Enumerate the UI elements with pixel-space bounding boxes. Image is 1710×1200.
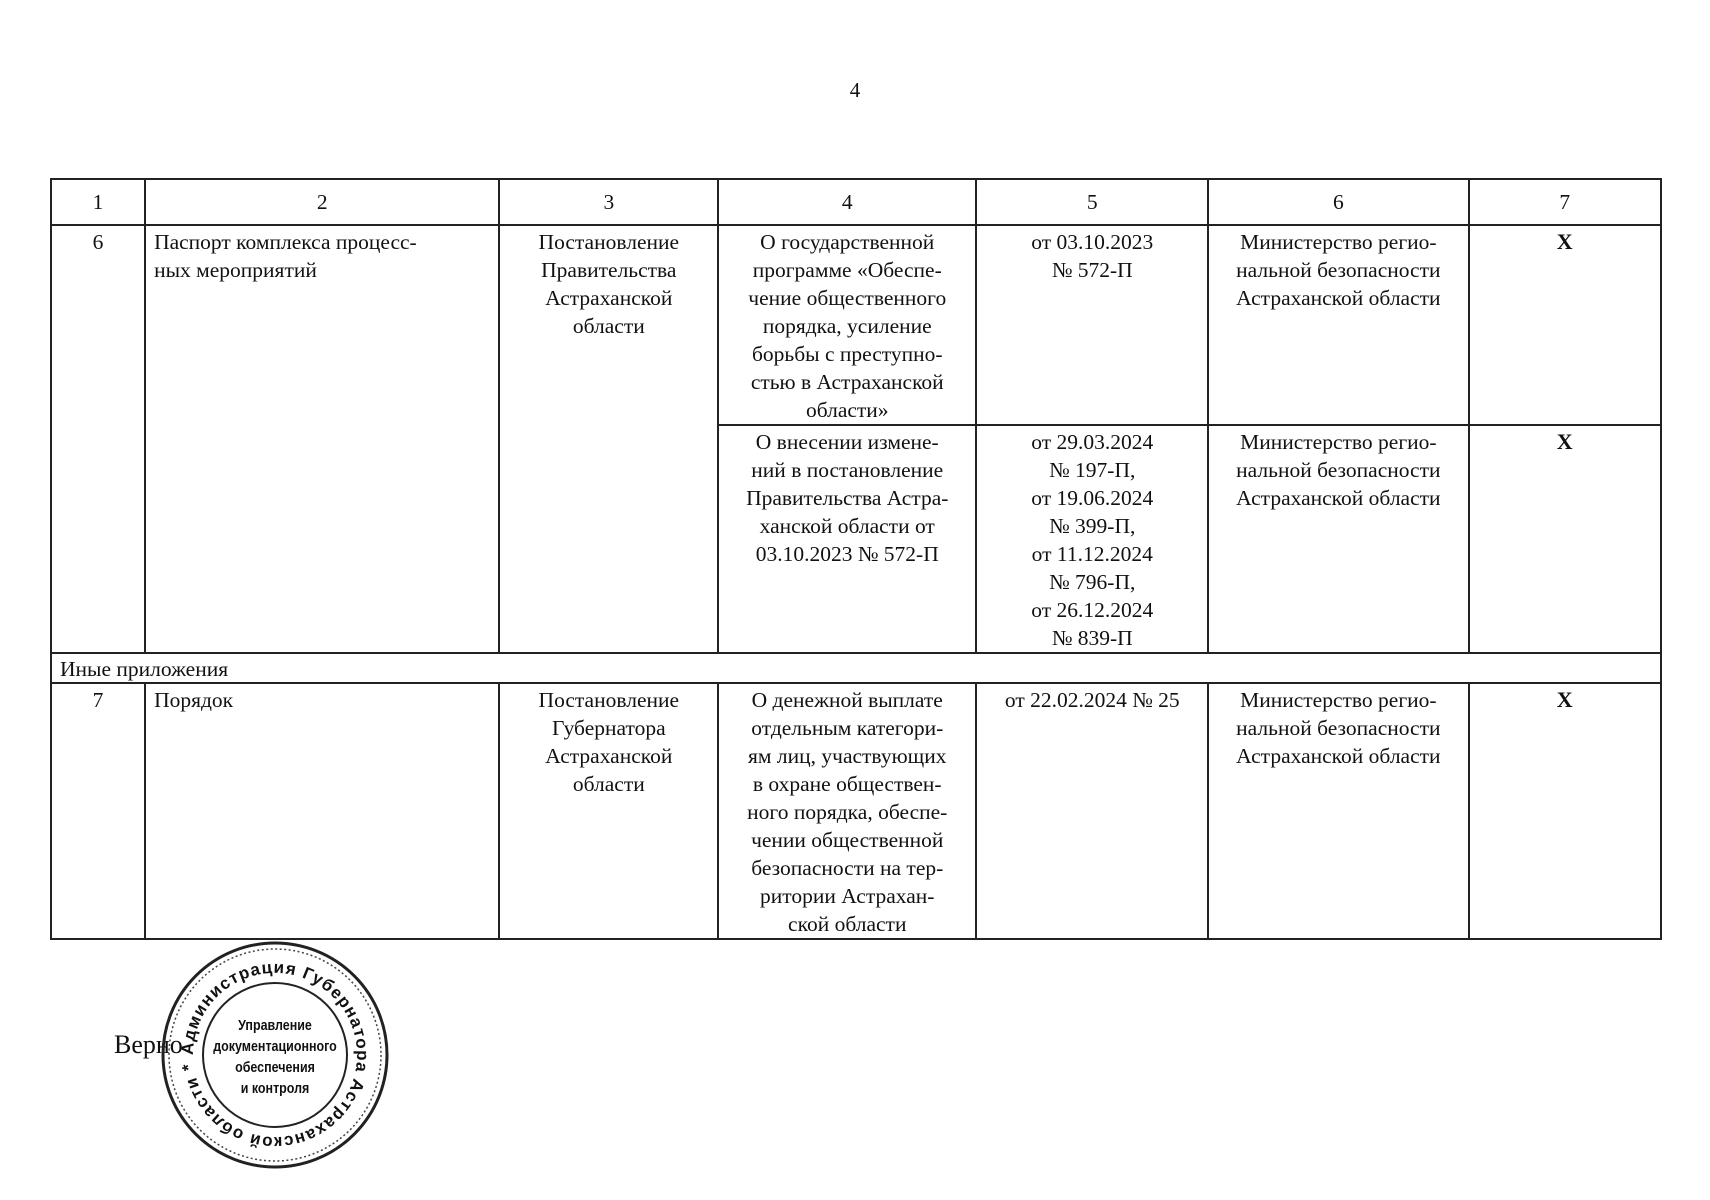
documents-table <box>50 178 1662 940</box>
header-cell: 4 <box>718 179 976 225</box>
act-date-number: от 03.10.2023 № 572-П <box>976 225 1208 425</box>
mark-x: Х <box>1469 225 1662 425</box>
header-cell: 7 <box>1469 179 1662 225</box>
page-number: 4 <box>849 78 861 102</box>
header-cell: 1 <box>51 179 145 225</box>
header-cell: 3 <box>499 179 718 225</box>
act-date-number: от 29.03.2024 № 197-П, от 19.06.2024 № 399-П, от 11.12.2024 № 796-П, от 26.12.2024 № 839-П <box>976 425 1208 653</box>
act-title: О государственной программе «Обеспе- чение общественного порядка, усиление борьбы с преступно- стью в Астраханской области» <box>718 225 976 425</box>
act-type: Постановление Правительства Астраханской области <box>499 225 718 653</box>
header-cell: 2 <box>145 179 499 225</box>
document-name: Паспорт комплекса процесс- ных мероприятий <box>145 225 499 653</box>
act-title: О денежной выплате отдельным категори- ям лиц, участвующих в охране обществен- ного порядка, обеспе- чении общественной безопасности на тер- ритории Астрахан- ской области <box>718 683 976 939</box>
executor: Министерство регио- нальной безопасности Астраханской области <box>1208 683 1468 939</box>
executor: Министерство регио- нальной безопасности Астраханской области <box>1208 425 1468 653</box>
section-title: Иные приложения <box>51 653 1661 683</box>
table-row <box>51 683 1661 939</box>
mark-x: Х <box>1469 683 1662 939</box>
header-cell: 5 <box>976 179 1208 225</box>
executor: Министерство регио- нальной безопасности Астраханской области <box>1208 225 1468 425</box>
act-type: Постановление Губернатора Астраханской области <box>499 683 718 939</box>
row-number: 7 <box>51 683 145 939</box>
document-name: Порядок <box>145 683 499 939</box>
act-date-number: от 22.02.2024 № 25 <box>976 683 1208 939</box>
seal-ring-text-path: Администрация Губернатора Астраханской области * <box>177 957 373 1153</box>
verno-label: Верно <box>114 1030 183 1059</box>
seal-center-text: Управление документационного обеспечения и контроля <box>213 1018 337 1097</box>
header-cell: 6 <box>1208 179 1468 225</box>
section-row <box>51 653 1661 683</box>
table-header-row <box>51 179 1661 225</box>
mark-x: Х <box>1469 425 1662 653</box>
table-row <box>51 225 1661 425</box>
official-seal <box>160 940 390 1170</box>
row-number: 6 <box>51 225 145 653</box>
act-title: О внесении измене- ний в постановление Правительства Астра- ханской области от 03.10.2023 № 572-П <box>718 425 976 653</box>
